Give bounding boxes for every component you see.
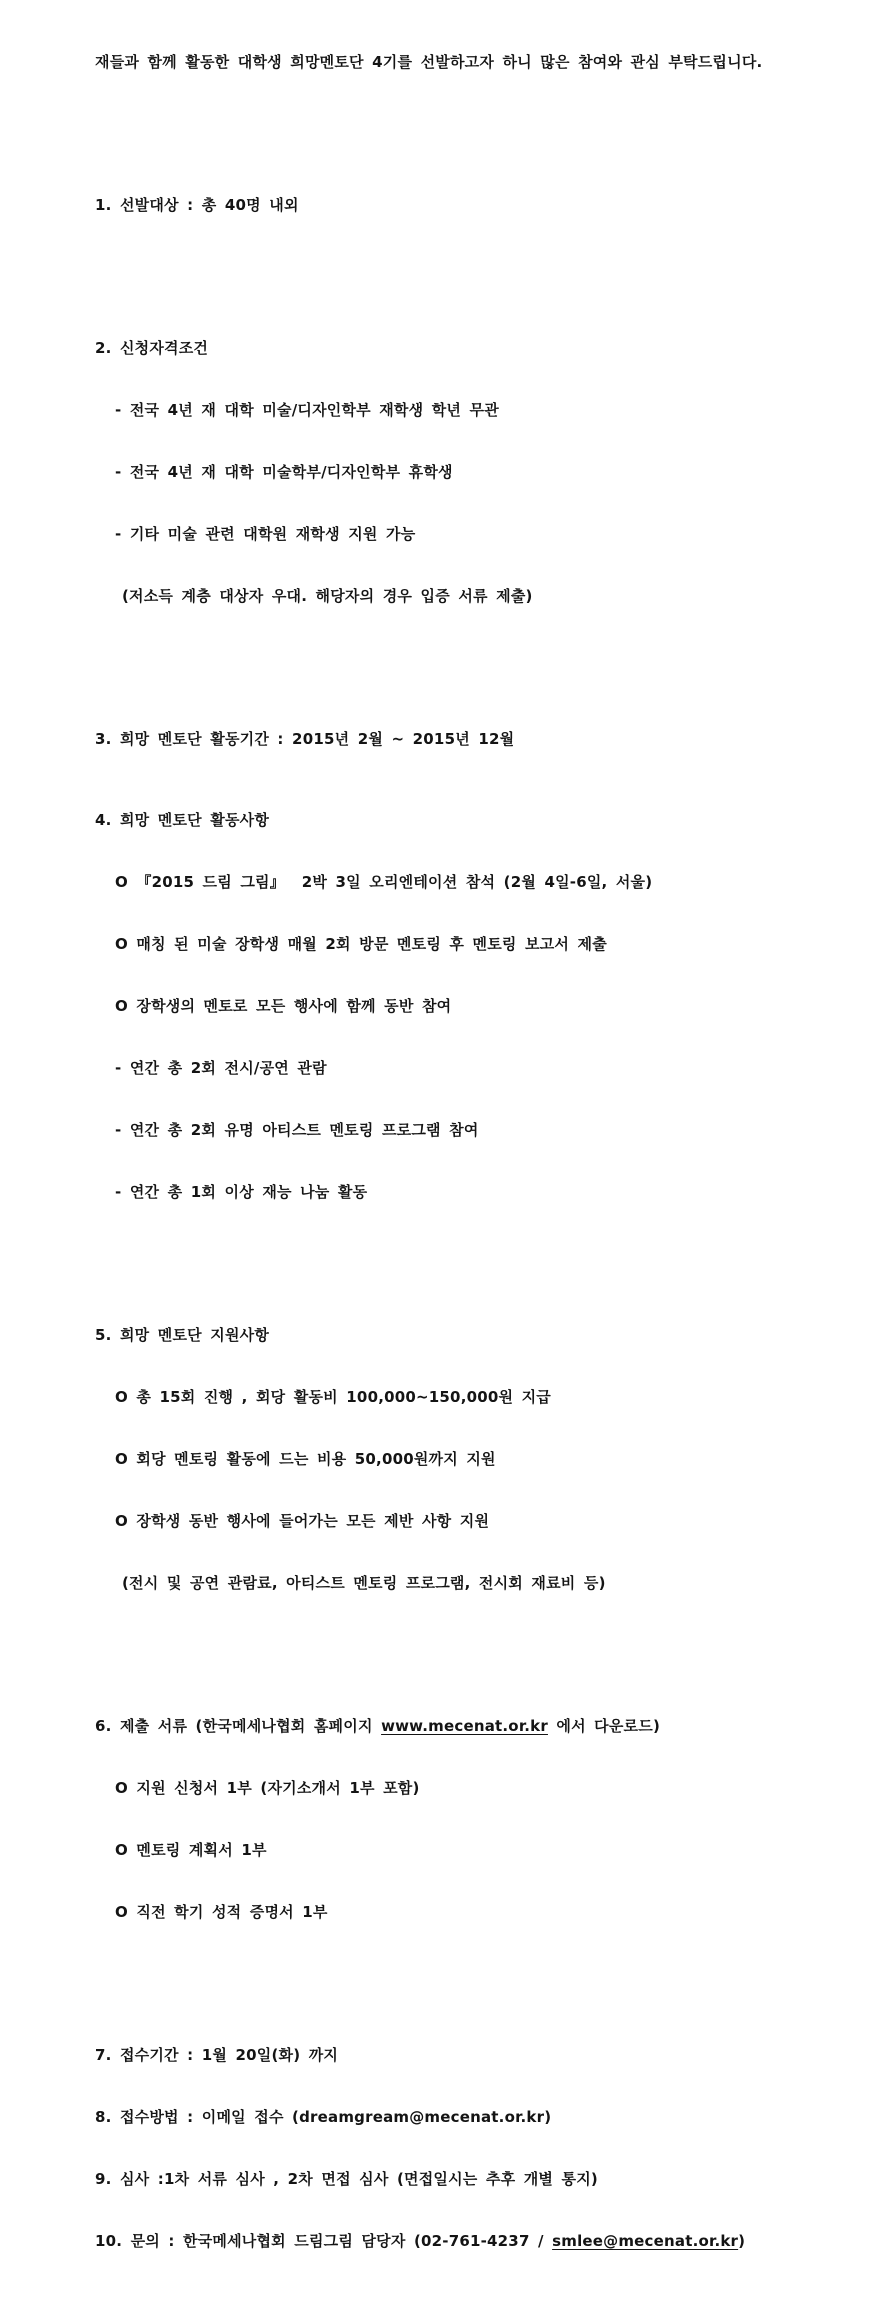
section-6-item: O 지원 신청서 1부 (자기소개서 1부 포함) xyxy=(115,1779,420,1797)
section-4-item: - 연간 총 2회 전시/공연 관람 xyxy=(115,1059,327,1077)
section-6-item: O 멘토링 계획서 1부 xyxy=(115,1841,267,1859)
section-5-title: 5. 희망 멘토단 지원사항 xyxy=(95,1326,270,1344)
section-5-item: O 회당 멘토링 활동에 드는 비용 50,000원까지 지원 xyxy=(115,1450,496,1468)
section-6-title-suffix: 에서 다운로드) xyxy=(547,1717,660,1735)
section-3-title: 3. 희망 멘토단 활동기간 : 2015년 2월 ~ 2015년 12월 xyxy=(95,730,515,748)
section-5-item: O 장학생 동반 행사에 들어가는 모든 제반 사항 지원 xyxy=(115,1512,490,1530)
blank-line xyxy=(95,646,886,670)
section-1-title: 1. 선발대상 : 총 40명 내외 xyxy=(95,196,299,214)
section-2-note: (저소득 계층 대상자 우대. 해당자의 경우 입증 서류 제출) xyxy=(122,587,533,605)
section-10-title-prefix: 10. 문의 : 한국메세나협회 드림그림 담당자 (02-761-4237 / xyxy=(95,2232,553,2250)
section-5-note: (전시 및 공연 관람료, 아티스트 멘토링 프로그램, 전시회 재료비 등) xyxy=(122,1574,606,1592)
section-4-item: O 『2015 드림 그림』 2박 3일 오리엔테이션 참석 (2월 4일-6일, 서울) xyxy=(115,873,653,891)
blank-line xyxy=(95,1962,886,1986)
document-body xyxy=(95,0,886,2310)
blank-line xyxy=(95,1242,886,1266)
contact-email-link[interactable]: smlee@mecenat.or.kr xyxy=(552,2232,739,2250)
section-4-item: O 장학생의 멘토로 모든 행사에 함께 동반 참여 xyxy=(115,997,452,1015)
section-7-title: 7. 접수기간 : 1월 20일(화) 까지 xyxy=(95,2046,339,2064)
intro-line: 재들과 함께 활동한 대학생 희망멘토단 4기를 선발하고자 하니 많은 참여와 관심 부탁드립니다. xyxy=(95,53,763,71)
section-10-title xyxy=(95,2229,886,2253)
section-4-item: O 매칭 된 미술 장학생 매월 2회 방문 멘토링 후 멘토링 보고서 제출 xyxy=(115,935,607,953)
section-4-title: 4. 희망 멘토단 활동사항 xyxy=(95,811,270,829)
website-link[interactable]: www.mecenat.or.kr xyxy=(381,1717,548,1735)
section-4-item: - 연간 총 1회 이상 재능 나눔 활동 xyxy=(115,1183,368,1201)
section-10-title-suffix: ) xyxy=(738,2232,746,2250)
section-2-item: - 전국 4년 재 대학 미술/디자인학부 재학생 학년 무관 xyxy=(115,401,499,419)
section-6-item: O 직전 학기 성적 증명서 1부 xyxy=(115,1903,328,1921)
section-5-item: O 총 15회 진행 , 회당 활동비 100,000~150,000원 지급 xyxy=(115,1388,551,1406)
section-6-title xyxy=(95,1714,886,1738)
section-9-title: 9. 심사 :1차 서류 심사 , 2차 면접 심사 (면접일시는 추후 개별 통지) xyxy=(95,2170,598,2188)
section-2-item: - 기타 미술 관련 대학원 재학생 지원 가능 xyxy=(115,525,416,543)
section-2-title: 2. 신청자격조건 xyxy=(95,339,209,357)
blank-line xyxy=(95,255,886,279)
blank-line xyxy=(95,1633,886,1657)
section-8-title: 8. 접수방법 : 이메일 접수 (dreamgream@mecenat.or.kr) xyxy=(95,2108,552,2126)
blank-line xyxy=(95,112,886,136)
section-6-title-prefix: 6. 제출 서류 (한국메세나협회 홈페이지 xyxy=(95,1717,382,1735)
section-4-item: - 연간 총 2회 유명 아티스트 멘토링 프로그램 참여 xyxy=(115,1121,479,1139)
section-2-item: - 전국 4년 재 대학 미술학부/디자인학부 휴학생 xyxy=(115,463,453,481)
